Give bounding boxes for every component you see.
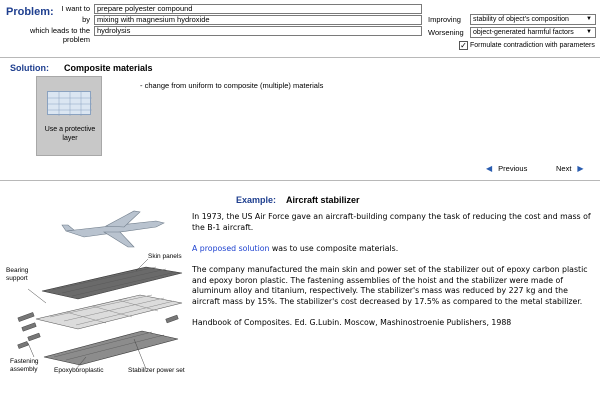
- solution-tile-caption: Use a protective layer: [44, 126, 96, 142]
- example-title: Aircraft stabilizer: [286, 195, 360, 205]
- skin-panel-icon: [42, 267, 182, 299]
- by-field[interactable]: mixing with magnesium hydroxide: [94, 15, 422, 25]
- stabilizer-illustration: [6, 207, 192, 393]
- epoxyboroplastic-label: Epoxyboroplastic: [54, 367, 104, 374]
- solution-tile[interactable]: [36, 76, 102, 156]
- arrow-right-icon: ▶: [577, 164, 584, 173]
- proposed-solution-link[interactable]: A proposed solution: [192, 244, 270, 253]
- power-set-icon: [36, 295, 182, 329]
- protective-layer-thumbnail: [47, 91, 91, 115]
- worsening-select[interactable]: [470, 27, 596, 38]
- stabilizer-power-set-label: Stabilizer power set: [128, 367, 185, 374]
- problem-heading: Problem:: [6, 6, 54, 18]
- example-reference: Handbook of Composites. Ed. G.Lubin. Moscow, Mashinostroenie Publishers, 1988: [192, 318, 512, 327]
- solution-heading: Solution:: [10, 63, 49, 73]
- improving-value: stability of object's composition: [473, 16, 569, 23]
- solution-bullet: - change from uniform to composite (multiple) materials: [140, 81, 324, 90]
- want-field[interactable]: prepare polyester compound: [94, 4, 422, 14]
- chevron-down-icon[interactable]: ▼: [586, 29, 592, 35]
- bearing-support-label: Bearing support: [6, 267, 29, 282]
- leads-to-field[interactable]: hydrolysis: [94, 26, 422, 36]
- previous-button[interactable]: [486, 164, 527, 173]
- example-paragraph-2: [192, 244, 594, 255]
- example-heading: Example:: [236, 195, 277, 205]
- worsening-label: Worsening: [428, 28, 464, 37]
- formulate-checkbox-row[interactable]: [459, 41, 595, 50]
- arrow-left-icon: ◀: [486, 164, 493, 173]
- example-paragraph-3: The company manufactured the main skin and power set of the stabilizer out of epoxy carbon plastic and epoxy boron plastic. The fastening assemblies of the hoist and the stabilizer were made of aluminum alloy and titanium, respectively. The stabilizer's mass was reduced by 227 kg and the aircraft mass by 15%. The stabilizer's cost decreased by 17.5% as compared to the metal stabilizer.: [192, 265, 588, 306]
- improving-label: Improving: [428, 15, 461, 24]
- fastening-assembly-label: Fastening assembly: [10, 358, 39, 373]
- by-label: by: [82, 15, 90, 24]
- aircraft-icon: [62, 211, 164, 247]
- formulate-label: Formulate contradiction with parameters: [470, 42, 595, 49]
- leads-to-label: which leads to the problem: [29, 26, 90, 44]
- formulate-checkbox[interactable]: ✓: [460, 41, 467, 50]
- example-paragraph-2-text: was to use composite materials.: [269, 244, 399, 253]
- solution-name: Composite materials: [64, 63, 153, 73]
- bottom-skin-icon: [44, 331, 178, 365]
- skin-panels-label: Skin panels: [148, 253, 182, 260]
- divider: [0, 57, 600, 58]
- improving-select[interactable]: [470, 14, 596, 25]
- next-button[interactable]: [556, 164, 584, 173]
- example-paragraph-1: In 1973, the US Air Force gave an aircraft-building company the task of reducing the cost and mass of the B-1 aircraft.: [192, 212, 591, 232]
- chevron-down-icon[interactable]: ▼: [586, 16, 592, 22]
- next-label: Next: [556, 164, 572, 173]
- previous-label: Previous: [498, 164, 528, 173]
- worsening-value: object-generated harmful factors: [473, 29, 574, 36]
- problem-panel: [0, 0, 600, 56]
- want-label: I want to: [61, 4, 90, 13]
